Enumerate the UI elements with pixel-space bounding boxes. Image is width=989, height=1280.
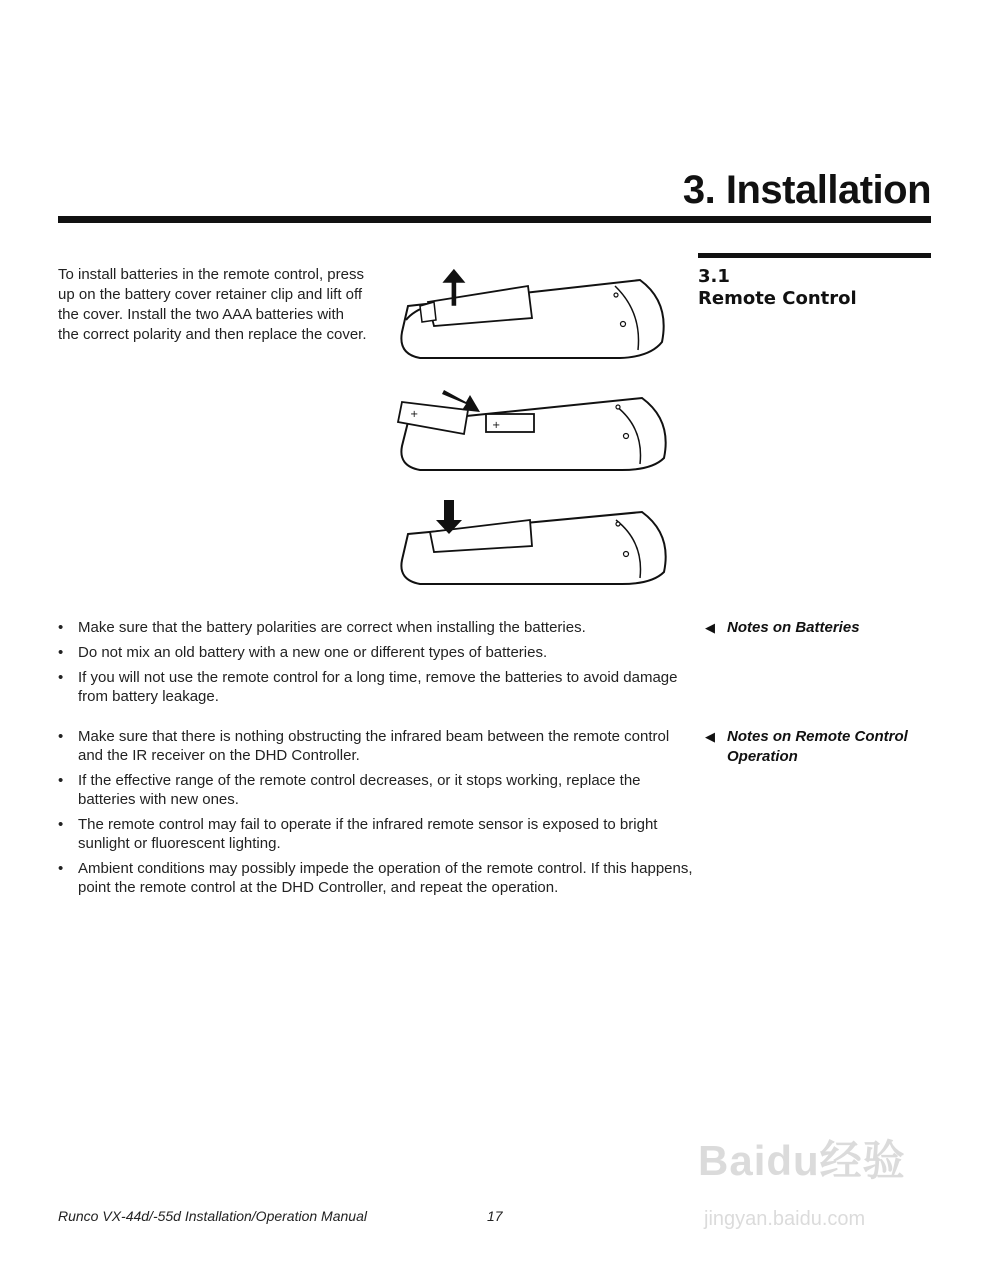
battery-installation-illustration — [380, 262, 680, 602]
list-item: • Do not mix an old battery with a new one or different types of batteries. — [58, 644, 548, 661]
step-insert-batteries — [398, 398, 666, 470]
list-item: • The remote control may fail to operate if the infrared remote sensor is exposed to bright sunlight or fluorescent lighting. — [58, 816, 658, 852]
bullet-icon: • — [58, 860, 64, 877]
section-title: Remote Control — [698, 288, 857, 309]
list-item: • Make sure that there is nothing obstructing the infrared beam between the remote control and the IR receiver on the DHD Controller. — [58, 728, 670, 764]
bullet-icon: • — [58, 619, 64, 636]
remote-notes-list — [58, 727, 698, 903]
watermark-url: jingyan.baidu.com — [704, 1208, 866, 1230]
svg-text:+: + — [410, 409, 419, 420]
notes-on-batteries-label: ◀ Notes on Batteries — [705, 619, 860, 636]
section-number: 3.1 — [698, 266, 730, 287]
chapter-rule — [58, 216, 931, 223]
list-item: • If you will not use the remote control for a long time, remove the batteries to avoid damage from battery leakage. — [58, 669, 678, 705]
watermark-logo-text: Baidu经验 — [698, 1137, 906, 1184]
bullet-icon: • — [58, 772, 64, 789]
bullet-icon: • — [58, 728, 64, 745]
list-item: • Make sure that the battery polarities are correct when installing the batteries. — [58, 619, 586, 636]
list-item: • Ambient conditions may possibly impede the operation of the remote control. If this happens, point the remote control at the DHD Controller, and repeat the operation. — [58, 860, 693, 896]
list-item: • If the effective range of the remote control decreases, or it stops working, replace the batteries with new ones. — [58, 772, 641, 808]
bullet-icon: • — [58, 816, 64, 833]
bullet-icon: • — [58, 669, 64, 686]
footer-manual-title: Runco VX-44d/-55d Installation/Operation Manual — [58, 1208, 367, 1224]
notes-on-remote-control-label: ◀ Notes on Remote Control Operation — [705, 728, 908, 765]
baidu-watermark — [698, 1128, 906, 1230]
page-number: 17 — [487, 1208, 503, 1224]
pointer-arrow-icon: ◀ — [705, 729, 715, 744]
chapter-title: 3. Installation — [682, 168, 931, 212]
step-lift-cover — [401, 280, 663, 358]
svg-text:+: + — [492, 420, 501, 431]
bullet-icon: • — [58, 644, 64, 661]
section-rule — [698, 253, 931, 258]
pointer-arrow-icon: ◀ — [705, 620, 715, 635]
battery-notes-list — [58, 618, 698, 712]
intro-paragraph: To install batteries in the remote control, press up on the battery cover retainer clip and lift off the cover. Install the two AAA batteries with the correct polarity and then replace the cover. — [58, 266, 367, 343]
